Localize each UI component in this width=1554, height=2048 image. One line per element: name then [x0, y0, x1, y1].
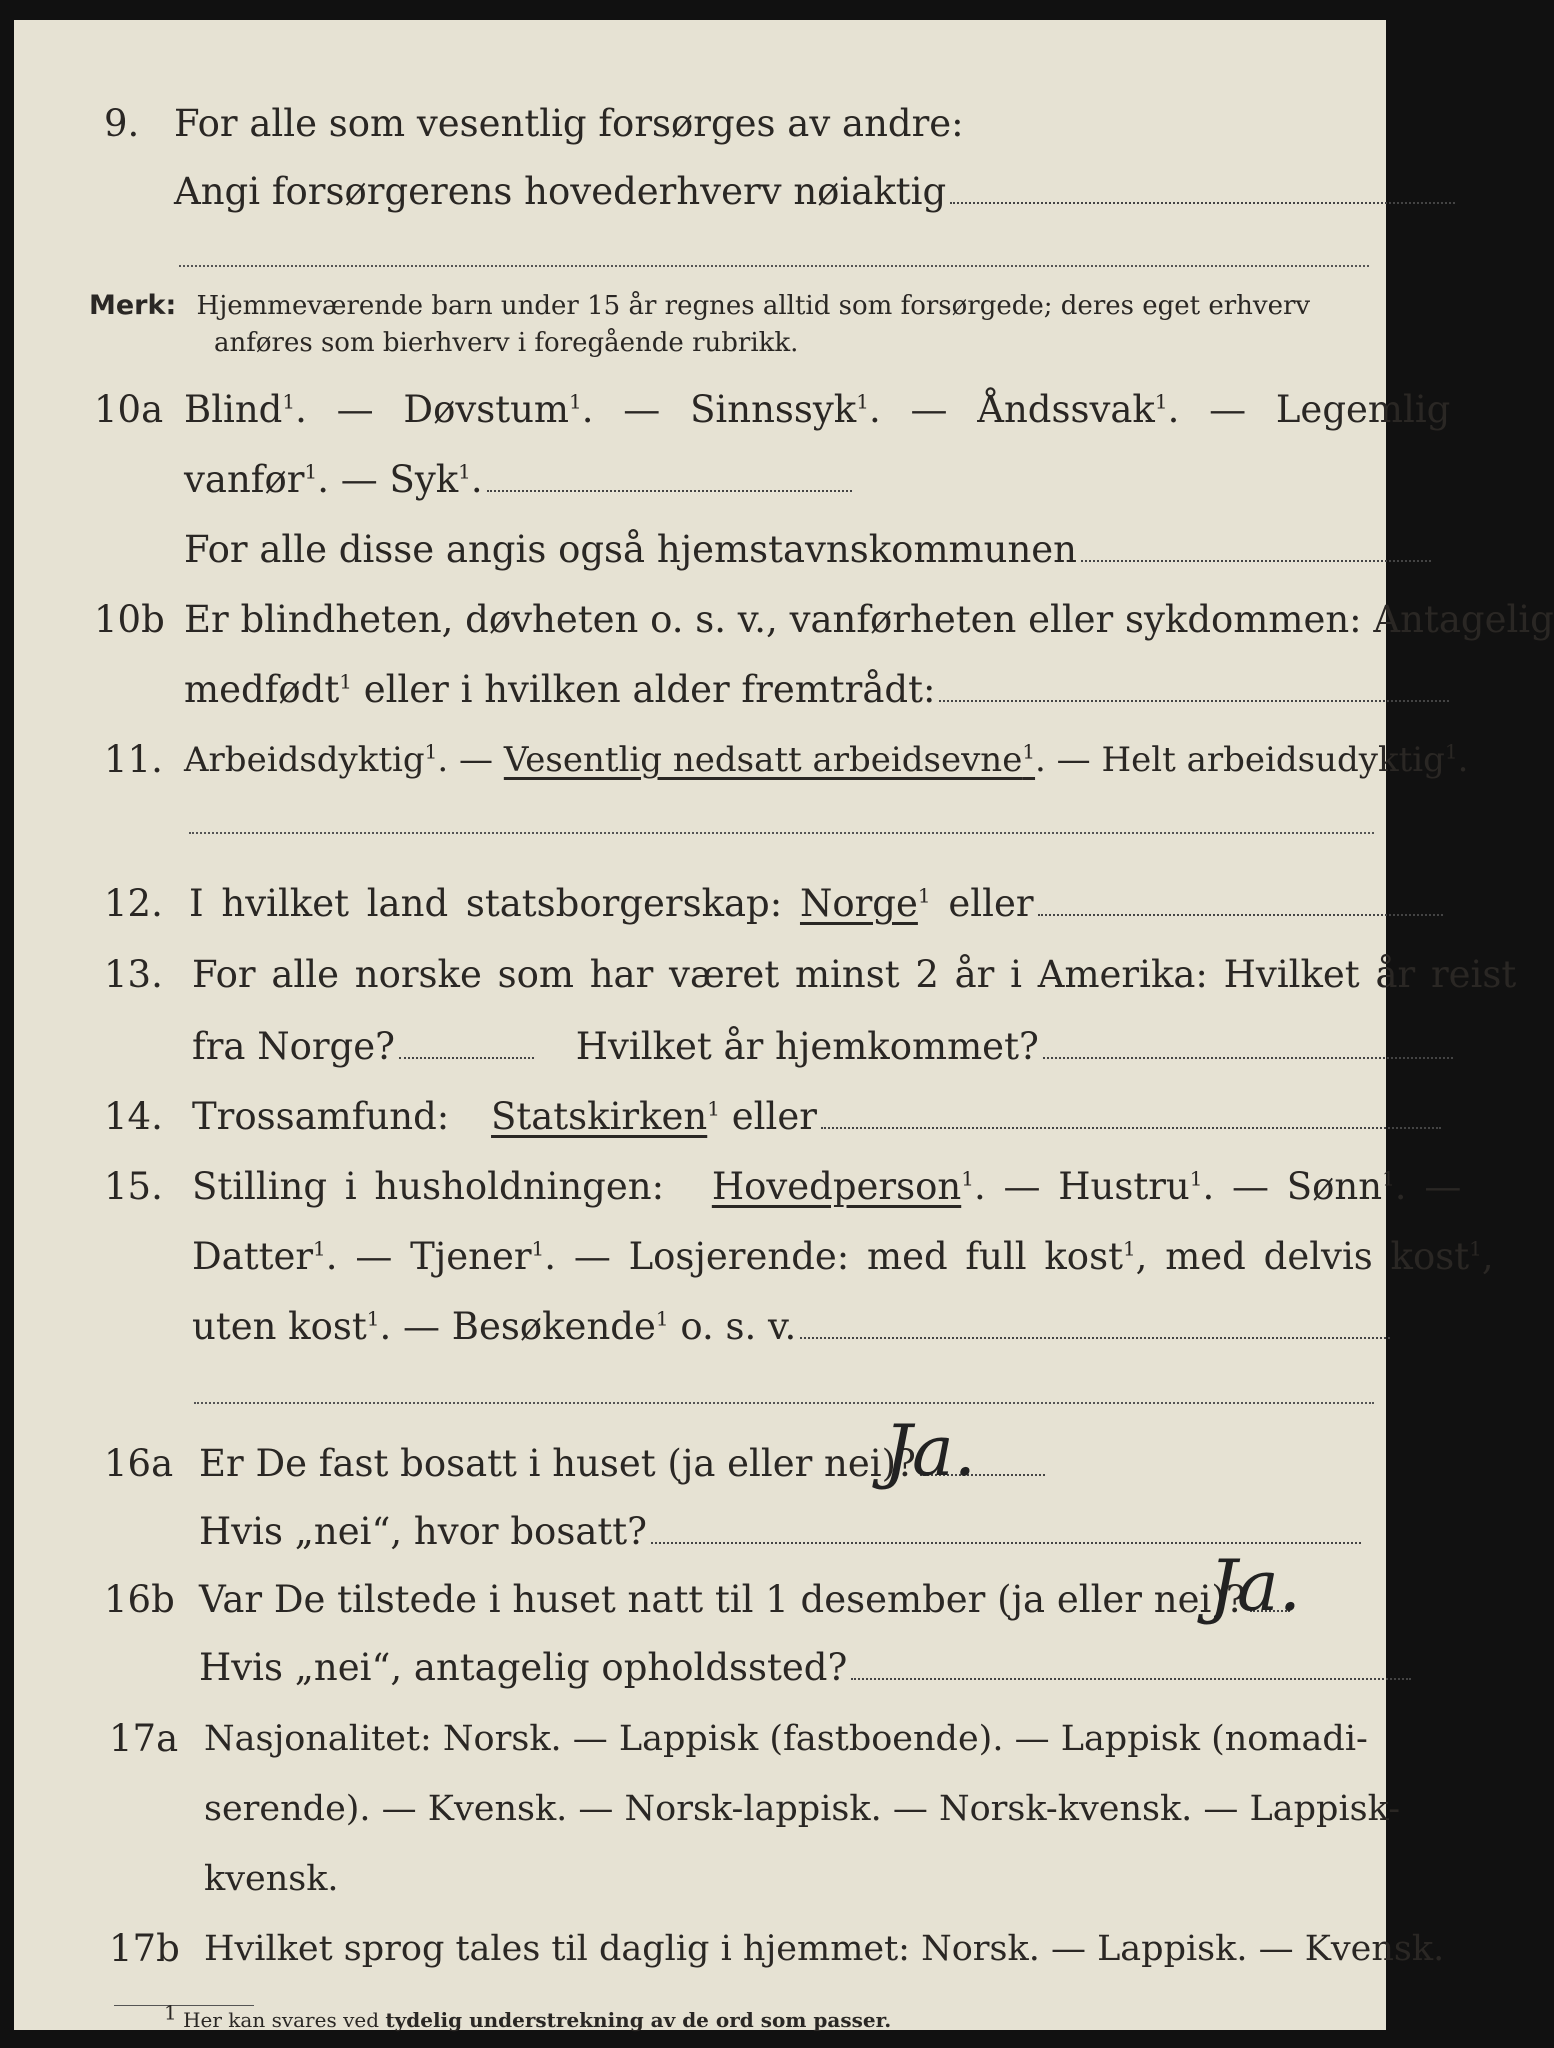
answer-dotted-line: [487, 482, 852, 492]
item-number-11: 11.: [104, 738, 163, 781]
answer-dotted-line: [821, 1119, 1441, 1129]
q16b-line1: Var De tilstede i huset natt til 1 desember (ja eller nei)?: [199, 1578, 1290, 1622]
item-number-10a: 10a: [94, 388, 164, 431]
answer-dotted-line: [950, 194, 1455, 204]
item-number-16b: 16b: [104, 1578, 175, 1621]
q9-line2-text: Angi forsørgerens hovederhverv nøiaktig: [174, 170, 947, 213]
item-number-15: 15.: [104, 1165, 163, 1208]
q15-line3: uten kost$^1$. — Besøkende$^1$ o. s. v.: [192, 1305, 1390, 1349]
answer-dotted-line: [194, 1402, 1374, 1404]
q16b-line2: Hvis „nei“, antagelig opholdssted?: [199, 1646, 1411, 1690]
q10b-line1: Er blindheten, døvheten o. s. v., vanførheten eller sykdommen: Antagelig: [184, 598, 1554, 641]
q13-line1: For alle norske som har været minst 2 år i Amerika: Hvilket år reist: [192, 953, 1517, 996]
q9-line2: [174, 170, 1455, 214]
item-number-13: 13.: [104, 953, 163, 996]
answer-dotted-line: [939, 692, 1449, 702]
q17a-line1: Nasjonalitet: Norsk. — Lappisk (fastboende). — Lappisk (nomadi-: [204, 1719, 1368, 1759]
q10a-legemlig: Legemlig: [1275, 388, 1451, 431]
q12-norge-underlined: Norge: [799, 882, 918, 925]
item-number-17a: 17a: [109, 1717, 179, 1760]
item-number-9: 9.: [104, 102, 140, 145]
note-line2: anføres som bierhverv i foregående rubrikk.: [214, 328, 799, 358]
q10a-andssvak: Åndssvak$^1$.: [977, 388, 1180, 431]
q9-line1: For alle som vesentlig forsørges av andre:: [174, 102, 964, 145]
footnote: $^1$ Her kan svares ved tydelig understrekning av de ord som passer.: [164, 2000, 892, 2032]
q17b-line1: Hvilket sprog tales til daglig i hjemmet: Norsk. — Lappisk. — Kvensk.: [204, 1929, 1445, 1969]
q10a-line2: vanfør$^1$. — Syk$^1$.: [184, 458, 852, 502]
q10b-line2: medfødt$^1$ eller i hvilken alder fremtrådt:: [184, 668, 1449, 712]
answer-dotted-line: [651, 1534, 1361, 1544]
q16a-line2: Hvis „nei“, hvor bosatt?: [199, 1510, 1361, 1554]
item-number-10b: 10b: [94, 598, 165, 641]
q16a-line1: Er De fast bosatt i huset (ja eller nei)?: [199, 1442, 1045, 1486]
q14-line1: Trossamfund: Statskirken$^1$ eller: [192, 1095, 1441, 1139]
item-number-14: 14.: [104, 1095, 163, 1138]
item-number-17b: 17b: [109, 1927, 180, 1970]
q17a-line2: serende). — Kvensk. — Norsk-lappisk. — Norsk-kvensk. — Lappisk-: [204, 1789, 1401, 1829]
answer-dotted-line: [1043, 1049, 1453, 1059]
q13-line2: fra Norge? Hvilket år hjemkommet?: [192, 1025, 1453, 1069]
note-line1: Hjemmeværende barn under 15 år regnes alltid som forsørgede; deres eget erhverv: [196, 291, 1311, 321]
item-number-12: 12.: [104, 882, 163, 925]
q10a-sinnssyk: Sinnssyk$^1$.: [690, 388, 881, 431]
q12-line1: I hvilket land statsborgerskap: Norge$^1$ eller: [189, 882, 1443, 926]
q17a-line3: kvensk.: [204, 1859, 339, 1899]
q11-arbeidsdyktig: Arbeidsdyktig$^1$.: [184, 739, 449, 780]
q11-vesentlig-underlined: Vesentlig nedsatt arbeidsevne$^1$: [503, 739, 1036, 780]
q10a-line1: Blind$^1$. — Døvstum$^1$. — Sinnssyk$^1$. — Åndssvak$^1$. — Legemlig: [184, 388, 1451, 431]
q11-helt: Helt arbeidsudyktig$^1$.: [1101, 739, 1469, 780]
q10a-syk: Syk$^1$.: [389, 458, 483, 501]
handwritten-answer-16a: Ja.: [884, 1410, 977, 1492]
answer-dotted-line: [851, 1670, 1411, 1680]
answer-dotted-line: [179, 265, 1369, 267]
answer-dotted-line: [800, 1329, 1390, 1339]
q10a-line3: For alle disse angis også hjemstavnskommunen: [184, 528, 1431, 572]
census-form-page: [14, 20, 1554, 2032]
q10a-blind: Blind$^1$.: [184, 388, 307, 431]
note: [89, 290, 1310, 322]
q10a-vanfor: vanfør$^1$.: [184, 458, 329, 501]
footnote-rule: [114, 2005, 254, 2006]
q15-line1: Stilling i husholdningen: Hovedperson$^1$. — Hustru$^1$. — Sønn$^1$. —: [192, 1165, 1462, 1208]
answer-dotted-line: [1038, 906, 1443, 916]
q15-hovedperson-underlined: Hovedperson: [711, 1165, 962, 1208]
answer-dotted-line: [399, 1049, 534, 1059]
q11-line1: Arbeidsdyktig$^1$. — Vesentlig nedsatt arbeidsevne$^1$. — Helt arbeidsudyktig$^1$.: [184, 739, 1469, 780]
q14-statskirken-underlined: Statskirken: [491, 1095, 708, 1138]
item-number-16a: 16a: [104, 1442, 174, 1485]
answer-dotted-line: [1081, 552, 1431, 562]
answer-dotted-line: [189, 832, 1374, 834]
q15-line2: Datter$^1$. — Tjener$^1$. — Losjerende: med full kost$^1$, med delvis kost$^1$,: [192, 1235, 1494, 1278]
q10a-dovstum: Døvstum$^1$.: [403, 388, 594, 431]
handwritten-answer-16b: Ja.: [1209, 1545, 1302, 1627]
note-label: Merk:: [89, 290, 177, 321]
